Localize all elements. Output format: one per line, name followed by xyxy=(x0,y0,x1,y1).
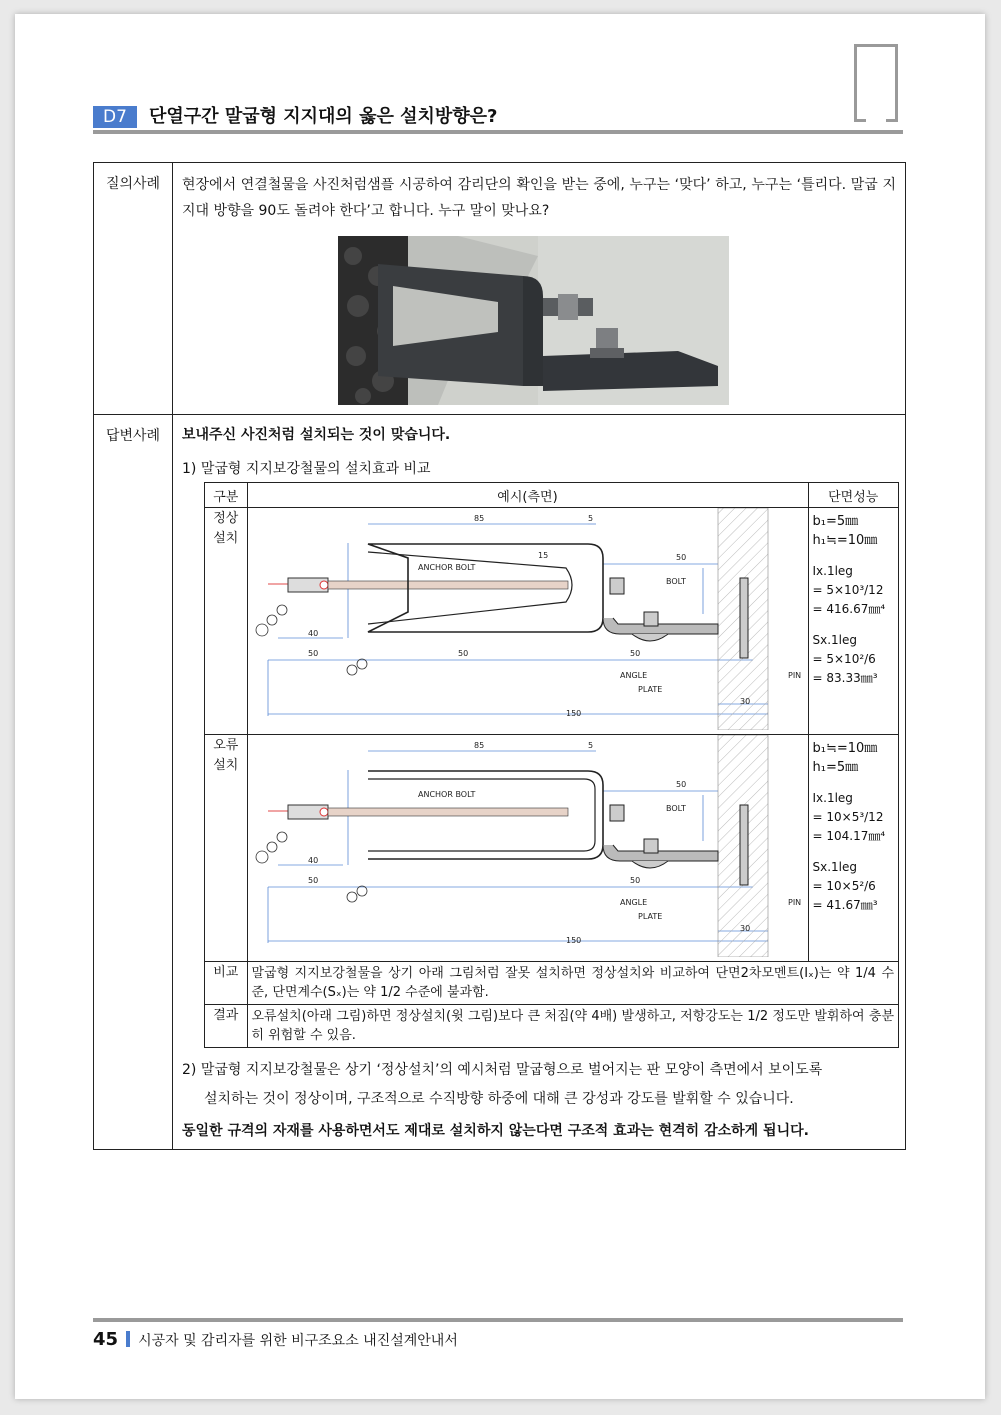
footer-title: 시공자 및 감리자를 위한 비구조요소 내진설계안내서 xyxy=(138,1333,458,1349)
angle-label: ANGLE xyxy=(619,898,647,907)
bracket-photo xyxy=(338,236,729,405)
dim-30-label: 30 xyxy=(739,697,750,706)
item1-title: 1) 말굽형 지지보강철물의 설치효과 비교 xyxy=(182,461,431,477)
dim-150-label: 150 xyxy=(565,709,581,718)
error-sx-label: Sx.1leg xyxy=(812,860,858,874)
dim-40-label: 40 xyxy=(307,856,318,865)
pin-label: PIN xyxy=(787,898,801,907)
item2-line1: 2) 말굽형 지지보강철물은 상기 ‘정상설치’의 예시처럼 말굽형으로 벌어지는 판 모양이 측면에서 보이도록 xyxy=(182,1062,823,1078)
normal-sx-label: Sx.1leg xyxy=(812,633,858,647)
question-label: 질의사례 xyxy=(94,163,173,415)
dim-50b-label: 50 xyxy=(307,876,318,885)
result-label: 결과 xyxy=(205,1005,248,1048)
error-ix-formula: = 10×5³/12 xyxy=(812,810,884,824)
pin-label: PIN xyxy=(787,671,801,680)
normal-sx-formula: = 5×10²/6 xyxy=(812,652,876,666)
normal-ix-value: = 416.67㎜⁴ xyxy=(812,602,886,616)
error-ix-value: = 104.17㎜⁴ xyxy=(812,829,886,843)
final-statement: 동일한 규격의 자재를 사용하면서도 제대로 설치하지 않는다면 구조적 효과는 현격히 감소하게 됩니다. xyxy=(182,1123,809,1139)
dim-40-label: 40 xyxy=(307,629,318,638)
row-error-category: 오류 설치 xyxy=(205,735,248,962)
normal-ix-formula: = 5×10³/12 xyxy=(812,583,884,597)
item2-paragraph xyxy=(174,1048,904,1114)
dim-50b-label: 50 xyxy=(307,649,318,658)
anchor-bolt-label: ANCHOR BOLT xyxy=(417,790,475,799)
question-badge: D7 xyxy=(93,106,137,128)
diagram-normal xyxy=(247,508,808,735)
dim-85-label: 85 xyxy=(473,514,484,523)
dim-5-label: 5 xyxy=(587,514,593,523)
answer-label: 답변사례 xyxy=(94,415,173,1150)
question-title: 단열구간 말굽형 지지대의 옳은 설치방향은? xyxy=(149,106,498,127)
dim-15-label: 15 xyxy=(537,551,548,560)
footer-accent-bar xyxy=(126,1331,130,1347)
normal-h-value: h₁≒=10㎜ xyxy=(812,533,878,548)
error-b-value: b₁≒=10㎜ xyxy=(812,741,878,756)
dim-50c-label: 50 xyxy=(457,649,468,658)
question-header xyxy=(93,104,903,130)
header-rule xyxy=(93,130,903,134)
col-performance-header: 단면성능 xyxy=(808,483,899,508)
page-footer xyxy=(93,1328,458,1352)
normal-sx-value: = 83.33㎜³ xyxy=(812,671,878,685)
error-sx-formula: = 10×5²/6 xyxy=(812,879,876,893)
normal-install-diagram xyxy=(248,508,808,730)
normal-ix-label: Ix.1leg xyxy=(812,564,853,578)
compare-label: 비교 xyxy=(205,962,248,1005)
plate-label: PLATE xyxy=(637,912,662,921)
row-normal-category: 정상 설치 xyxy=(205,508,248,735)
dim-50d-label: 50 xyxy=(629,876,640,885)
compare-text: 말굽형 지지보강철물을 상기 아래 그림처럼 잘못 설치하면 정상설치와 비교하여 단면2차모멘트(Iₓ)는 약 1/4 수준, 단면계수(Sₓ)는 약 1/2 수준에 불과함. xyxy=(247,962,899,1005)
diagram-error xyxy=(247,735,808,962)
error-install-diagram xyxy=(248,735,808,957)
perf-normal xyxy=(808,508,899,735)
normal-b-value: b₁=5㎜ xyxy=(812,514,859,529)
bolt-label: BOLT xyxy=(665,804,686,813)
dim-50d-label: 50 xyxy=(629,649,640,658)
footer-rule xyxy=(93,1318,903,1322)
dim-30-label: 30 xyxy=(739,924,750,933)
dim-150-label: 150 xyxy=(565,936,581,945)
col-example-header: 예시(측면) xyxy=(247,483,808,508)
dim-5-label: 5 xyxy=(587,741,593,750)
dim-85-label: 85 xyxy=(473,741,484,750)
page-number: 45 xyxy=(93,1329,119,1350)
answer-headline: 보내주신 사진처럼 설치되는 것이 맞습니다. xyxy=(182,427,451,443)
plate-label: PLATE xyxy=(637,685,662,694)
dim-50-label: 50 xyxy=(675,553,686,562)
error-ix-label: Ix.1leg xyxy=(812,791,853,805)
comparison-table xyxy=(204,482,899,1048)
error-h-value: h₁=5㎜ xyxy=(812,760,859,775)
perf-error xyxy=(808,735,899,962)
item2-line2: 설치하는 것이 정상이며, 구조적으로 수직방향 하중에 대해 큰 강성과 강도를 발휘할 수 있습니다. xyxy=(204,1091,794,1107)
dim-50-label: 50 xyxy=(675,780,686,789)
error-sx-value: = 41.67㎜³ xyxy=(812,898,878,912)
anchor-bolt-label: ANCHOR BOLT xyxy=(417,563,475,572)
result-text: 오류설치(아래 그림)하면 정상설치(윗 그림)보다 큰 처짐(약 4배) 발생하고, 저항강도는 1/2 정도만 발휘하여 충분히 위험할 수 있음. xyxy=(247,1005,899,1048)
bolt-label: BOLT xyxy=(665,577,686,586)
col-category-header: 구분 xyxy=(205,483,248,508)
angle-label: ANGLE xyxy=(619,671,647,680)
question-text: 현장에서 연결철물을 사진처럼샘플 시공하여 감리단의 확인을 받는 중에, 누구는 ‘맞다’ 하고, 누구는 ‘틀리다. 말굽 지지대 방향을 90도 돌려야 한다’고 합니다. 누구 말이 맞나요? xyxy=(182,177,896,219)
qa-table xyxy=(93,162,906,1150)
